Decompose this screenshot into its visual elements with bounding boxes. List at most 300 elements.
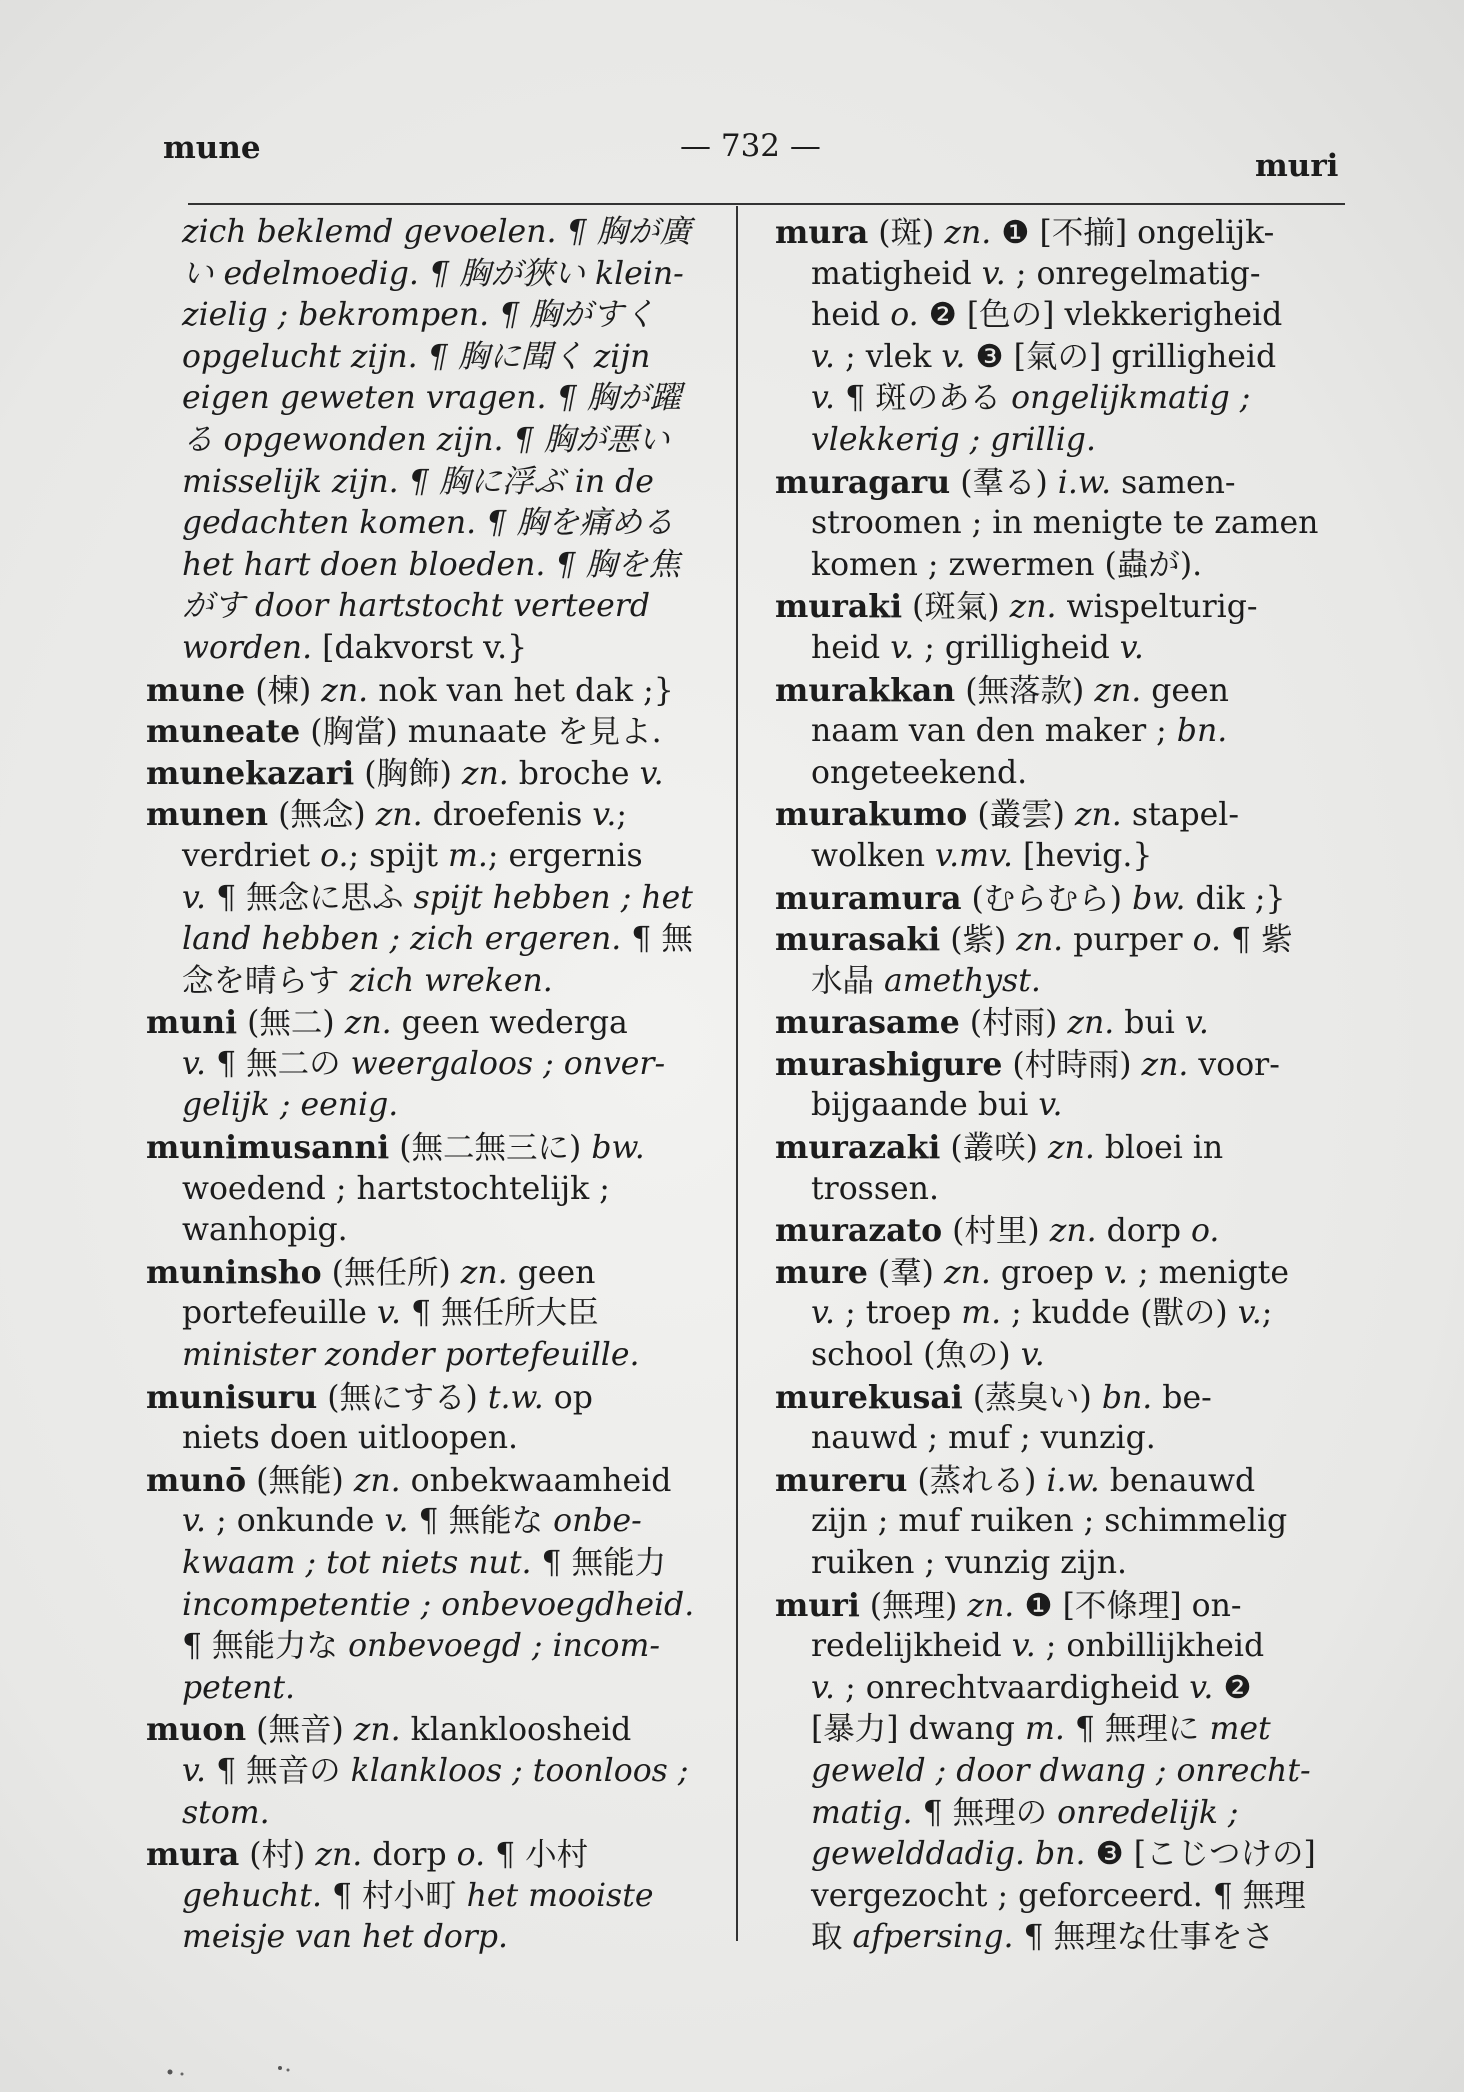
italic-text: zn. (344, 1005, 392, 1042)
entry-line (775, 1585, 1353, 1627)
entry-text: 念を晴らす (182, 962, 350, 999)
entry-text: (無二) (237, 1005, 345, 1042)
italic-text: m. (1024, 1711, 1065, 1748)
headword: muninsho (146, 1253, 322, 1291)
entry-line (146, 586, 724, 628)
headword: munisuru (146, 1378, 318, 1416)
entry-text: ; (1261, 1295, 1273, 1332)
entry-text: broche (508, 755, 640, 792)
left-guide-word: mune (163, 130, 261, 166)
italic-text: petent. (182, 1669, 296, 1706)
italic-text: v. (811, 338, 836, 375)
entry-text: (無任所) (321, 1254, 461, 1291)
entry-text: voor- (1188, 1046, 1280, 1083)
entry-text: trossen. (811, 1170, 939, 1207)
entry-text: ¶ 無念に思ふ (206, 879, 414, 916)
entry-line (146, 1668, 724, 1710)
entry-text: samen- (1111, 464, 1236, 501)
entry-line (775, 961, 1353, 1003)
entry-text: be- (1152, 1379, 1212, 1416)
entry-line (146, 378, 724, 420)
italic-text: zn. (1094, 672, 1142, 709)
italic-text: zn. (321, 672, 369, 709)
entry-text: ❷ [色の] vlekkerigheid (918, 297, 1283, 334)
entry-text: dik ;} (1185, 880, 1286, 917)
entry-text: wolken (811, 837, 936, 874)
entry-text: (斑) (868, 215, 945, 251)
entry-line (775, 1085, 1353, 1127)
entry-line (146, 212, 724, 254)
entry-text: ; onregelmatig- (1005, 255, 1261, 292)
italic-text: m. (448, 837, 488, 874)
entry-text: [暴力] dwang (811, 1711, 1025, 1748)
italic-text: zn. (1049, 1213, 1097, 1250)
entry-line (775, 1293, 1353, 1335)
entry-text: (無理) (859, 1587, 968, 1624)
right-column (775, 212, 1353, 1959)
entry-text: ❸ [氣の] grilligheid (965, 338, 1277, 375)
entry-line (775, 586, 1353, 628)
entry-text: ¶ 無音の (206, 1752, 351, 1789)
entry-line (775, 711, 1353, 753)
italic-text: meisje van het dorp. (182, 1919, 509, 1956)
italic-text: v. (1189, 1669, 1214, 1706)
italic-text: v. (1119, 629, 1144, 666)
entry-line (146, 628, 724, 670)
entry-line (146, 1169, 724, 1211)
italic-text: zn. (353, 1462, 401, 1499)
entry-line (146, 1793, 724, 1835)
italic-text: onredelijk ; (1057, 1794, 1239, 1831)
italic-text: zielig ; bekrompen. ¶ 胸がすく (182, 297, 656, 334)
italic-text: v. (811, 1669, 836, 1706)
entry-text: ¶ 無理な仕事をさ (1013, 1919, 1275, 1956)
entry-text: ¶ 無任所大臣 (401, 1295, 599, 1332)
entry-line (775, 1377, 1353, 1419)
entry-text: geen wederga (391, 1005, 628, 1042)
entry-text: (村雨) (959, 1005, 1068, 1042)
entry-line (775, 1709, 1353, 1751)
entry-line (146, 1127, 724, 1169)
italic-text: る opgewonden zijn. ¶ 胸が悪い (182, 421, 670, 458)
entry-line (775, 670, 1353, 712)
entry-text: ruiken ; vunzig zijn. (811, 1545, 1128, 1581)
entry-text: ❸ [こじつけの] (1085, 1836, 1316, 1873)
entry-text: ❶ [不條理] on- (1014, 1587, 1242, 1624)
italic-text: o. (1192, 922, 1222, 959)
italic-text: zn. (1141, 1046, 1189, 1083)
entry-text: (無落款) (955, 672, 1095, 709)
entry-text: ; menigte (1128, 1254, 1289, 1291)
italic-text: misselijk zijn. ¶ 胸に浮ぶ in de (182, 463, 654, 500)
italic-text: onbevoegd ; incom- (348, 1628, 660, 1665)
entry-text: (村時雨) (1002, 1046, 1142, 1083)
italic-text: v.mv. (935, 837, 1014, 874)
italic-text: amethyst. (884, 962, 1041, 999)
left-column (146, 212, 724, 1959)
italic-text: v. (890, 629, 915, 666)
italic-text: zn. (460, 1254, 508, 1291)
entry-text: (無音) (246, 1712, 354, 1749)
entry-text: ¶ 小村 (485, 1837, 589, 1874)
entry-line (775, 1044, 1353, 1086)
entry-text: geen (507, 1254, 596, 1291)
entry-line (146, 1709, 724, 1751)
headword: muni (146, 1004, 238, 1042)
italic-text: zn. (461, 755, 509, 792)
italic-text: がす door hartstocht verteerd (182, 588, 651, 625)
entry-line (146, 794, 724, 836)
entry-text: (斑氣) (902, 589, 1010, 626)
entry-text: onbekwaamheid (400, 1462, 672, 1499)
entry-line (146, 1917, 724, 1959)
entry-line (146, 961, 724, 1003)
entry-line (775, 1876, 1353, 1918)
entry-text: ❷ (1213, 1669, 1252, 1706)
italic-text: v. (1103, 1254, 1128, 1291)
entry-text: (無にする) (317, 1379, 488, 1416)
entry-text: (胸飾) (354, 755, 462, 792)
headword: mura (775, 214, 869, 251)
entry-line (146, 711, 724, 753)
entry-text: stroomen ; in menigte te zamen (811, 505, 1319, 542)
italic-text: gehucht. (182, 1877, 322, 1914)
entry-text: op (543, 1379, 593, 1416)
italic-text: onbe- (553, 1503, 642, 1540)
italic-text: v. (384, 1503, 409, 1540)
entry-line (146, 1585, 724, 1627)
headword: murasaki (775, 921, 941, 959)
entry-line (775, 420, 1353, 462)
italic-text: gewelddadig. bn. (811, 1836, 1086, 1873)
italic-text: zn. (1074, 797, 1122, 834)
entry-text: matigheid (811, 255, 982, 292)
entry-text: stapel- (1121, 797, 1239, 834)
italic-text: afpersing. (852, 1919, 1014, 1956)
entry-line (146, 1377, 724, 1419)
entry-text: ; kudde (獸の) (1001, 1295, 1238, 1332)
headword: muragaru (775, 463, 951, 501)
entry-line (775, 1626, 1353, 1668)
italic-text: zn. (943, 1254, 991, 1291)
italic-text: v. (182, 1503, 207, 1540)
italic-text: v. (639, 755, 664, 792)
entry-text: ¶ 無能力な (182, 1628, 349, 1665)
entry-line (146, 503, 724, 545)
entry-text: 取 (811, 1919, 853, 1956)
italic-text: zn. (1067, 1005, 1115, 1042)
headword: murasame (775, 1004, 960, 1042)
entry-line (146, 1293, 724, 1335)
italic-text: v. (981, 255, 1006, 292)
entry-line (775, 295, 1353, 337)
entry-text: (無能) (246, 1462, 354, 1499)
italic-text: matig. (811, 1794, 913, 1831)
italic-text: bn. (1101, 1379, 1153, 1416)
entry-text: (羣る) (950, 464, 1058, 501)
italic-text: incompetentie ; onbevoegdheid. (182, 1586, 695, 1623)
entry-text: (村里) (942, 1213, 1050, 1250)
entry-text: 水晶 (811, 962, 885, 999)
italic-text: v. (941, 338, 966, 375)
entry-text: ¶ 紫 (1221, 922, 1293, 959)
entry-line (775, 878, 1353, 920)
entry-line (775, 753, 1353, 795)
italic-text: v. (376, 1295, 402, 1332)
entry-text: ; onrechtvaardigheid (835, 1669, 1190, 1706)
entry-line (775, 545, 1353, 587)
entry-line (775, 1501, 1353, 1543)
entry-line (775, 1252, 1353, 1294)
entry-text: benauwd (1099, 1462, 1256, 1499)
italic-text: zich beklemd gevoelen. ¶ 胸が廣 (182, 214, 692, 250)
headword: munō (146, 1461, 247, 1499)
italic-text: bn. (1176, 713, 1228, 750)
entry-text: (むらむら) (961, 880, 1133, 917)
italic-text: het mooiste (466, 1877, 654, 1914)
entry-text: ; vlek (835, 338, 942, 375)
entry-line (146, 753, 724, 795)
headword: mure (775, 1253, 868, 1291)
print-specks (160, 2060, 300, 2080)
entry-line (146, 545, 724, 587)
entry-text: klankloosheid (400, 1712, 632, 1749)
entry-text: ¶ 村小町 (321, 1877, 467, 1914)
entry-line (146, 1876, 724, 1918)
italic-text: vlekkerig ; grillig. (811, 421, 1096, 458)
entry-line (146, 1543, 724, 1585)
entry-text: bijgaande bui (811, 1087, 1039, 1124)
entry-text: ; grilligheid (914, 629, 1120, 666)
entry-text: ; (616, 797, 627, 834)
entry-text: dorp (362, 1837, 457, 1874)
headword: mureru (775, 1461, 908, 1499)
headword: murekusai (775, 1378, 963, 1416)
entry-text: (叢雲) (967, 797, 1075, 834)
entry-line (146, 1210, 724, 1252)
italic-text: stom. (182, 1794, 270, 1831)
entry-line (775, 1169, 1353, 1211)
entry-text: geen (1141, 672, 1229, 709)
italic-text: zn. (353, 1712, 401, 1749)
entry-text: (蒸れる) (907, 1462, 1047, 1499)
entry-text: [dakvorst v.} (312, 629, 528, 666)
italic-text: o. (1191, 1213, 1220, 1250)
entry-text: bloei in (1094, 1130, 1224, 1167)
entry-text: ; ergernis (487, 837, 643, 874)
entry-text: (無二無三に) (389, 1130, 592, 1167)
headword: murashigure (775, 1045, 1003, 1083)
entry-line (775, 1917, 1353, 1959)
italic-text: v. (592, 797, 617, 834)
headword: muri (775, 1586, 860, 1624)
headword: munen (146, 796, 269, 834)
entry-line (775, 628, 1353, 670)
entry-text: ; onbillijkheid (1035, 1628, 1265, 1665)
column-divider (736, 206, 738, 1941)
italic-text: v. (1038, 1087, 1063, 1124)
entry-line (775, 1210, 1353, 1252)
entry-text: komen ; zwermen (蟲が). (811, 546, 1203, 583)
headword: muramura (775, 879, 962, 917)
italic-text: land hebben ; zich ergeren. (182, 921, 622, 958)
entry-line (146, 836, 724, 878)
entry-line (775, 1418, 1353, 1460)
entry-line (146, 1751, 724, 1793)
entry-line (775, 503, 1353, 545)
headword: muneate (146, 713, 301, 751)
italic-text: m. (961, 1295, 1002, 1332)
entry-line (775, 836, 1353, 878)
entry-line (146, 420, 724, 462)
entry-text: (紫) (940, 922, 1017, 959)
entry-line (146, 1460, 724, 1502)
entry-line (146, 1085, 724, 1127)
entry-line (146, 462, 724, 504)
entry-line (146, 670, 724, 712)
italic-text: gedachten komen. ¶ 胸を痛める (182, 505, 674, 542)
entry-line (775, 1127, 1353, 1169)
italic-text: t.w. (487, 1379, 544, 1416)
italic-text: klankloos ; toonloos ; (350, 1752, 689, 1789)
entry-text: (羣) (867, 1254, 944, 1291)
entry-text: (村) (239, 1837, 316, 1874)
italic-text: v. (811, 1295, 836, 1332)
entry-line (775, 1543, 1353, 1585)
entry-line (775, 1751, 1353, 1793)
italic-text: geweld ; door dwang ; onrecht- (811, 1752, 1311, 1789)
italic-text: met (1209, 1711, 1271, 1748)
entry-line (775, 337, 1353, 379)
italic-text: eigen geweten vragen. ¶ 胸が躍 (182, 380, 682, 417)
entry-text: wispelturig- (1056, 589, 1258, 626)
italic-text: bw. (591, 1130, 645, 1167)
italic-text: zn. (1047, 1130, 1095, 1167)
italic-text: zn. (1016, 922, 1064, 959)
headword: muraki (775, 588, 903, 626)
entry-text: ❶ [不揃] ongelijk- (991, 215, 1275, 251)
italic-text: v. (1184, 1005, 1209, 1042)
headword: murakkan (775, 671, 956, 709)
entry-text: naam van den maker ; (811, 713, 1177, 750)
entry-line (146, 295, 724, 337)
italic-text: weergaloos ; onver- (350, 1045, 666, 1082)
entry-text: [hevig.} (1013, 837, 1153, 874)
italic-text: opgelucht zijn. ¶ 胸に聞く zijn (182, 338, 651, 375)
entry-text: ¶ 無理に (1064, 1711, 1210, 1748)
entry-text: ¶ 無 (621, 921, 693, 958)
entry-text: ; troep (835, 1295, 962, 1332)
italic-text: zn. (944, 215, 992, 251)
headword: mura (146, 1836, 240, 1874)
italic-text: o. (456, 1837, 486, 1874)
entry-line (146, 919, 724, 961)
entry-text: ; onkunde (206, 1503, 385, 1540)
entry-text: purper (1063, 922, 1193, 959)
entry-text: bui (1114, 1005, 1185, 1042)
entry-line (775, 794, 1353, 836)
italic-text: minister zonder portefeuille. (182, 1337, 640, 1374)
entry-text: (無念) (268, 797, 376, 834)
italic-text: het hart doen bloeden. ¶ 胸を焦 (182, 546, 680, 583)
entry-text: school (魚の) (811, 1337, 1021, 1374)
headword: muon (146, 1711, 247, 1749)
entry-text: wanhopig. (182, 1212, 348, 1249)
entry-text: groep (990, 1254, 1104, 1291)
entry-text: heid (811, 297, 891, 334)
entry-line (775, 1668, 1353, 1710)
entry-text: (叢咲) (940, 1130, 1048, 1167)
italic-text: zich wreken. (349, 962, 553, 999)
entry-text: heid (811, 629, 891, 666)
entry-line (775, 1002, 1353, 1044)
entry-text: woedend ; hartstochtelijk ; (182, 1170, 610, 1207)
headword: munimusanni (146, 1129, 390, 1167)
page-number: — 732 — (680, 128, 821, 164)
header-rule (188, 203, 1345, 205)
entry-text: ¶ 斑のある (835, 380, 1012, 417)
headword: murakumo (775, 796, 968, 834)
entry-line (146, 1501, 724, 1543)
entry-text: nauwd ; muf ; vunzig. (811, 1420, 1156, 1457)
entry-text: dorp (1096, 1213, 1192, 1250)
italic-text: o. (320, 837, 349, 874)
italic-text: i.w. (1046, 1462, 1100, 1499)
entry-line (146, 1335, 724, 1377)
entry-line (146, 1626, 724, 1668)
entry-text: droefenis (422, 797, 593, 834)
entry-text: verdriet (182, 837, 321, 874)
entry-text: zijn ; muf ruiken ; schimmelig (811, 1503, 1288, 1540)
italic-text: o. (890, 297, 919, 334)
entry-line (146, 1252, 724, 1294)
italic-text: zn. (375, 797, 423, 834)
italic-text: v. (1237, 1295, 1262, 1332)
right-guide-word: muri (1255, 148, 1339, 184)
entry-text: ¶ 無能力 (531, 1545, 667, 1581)
italic-text: zn. (1009, 589, 1057, 626)
entry-line (775, 378, 1353, 420)
italic-text: v. (182, 1045, 207, 1082)
italic-text: kwaam ; tot niets nut. (182, 1545, 532, 1581)
headword: mune (146, 671, 246, 709)
entry-line (775, 919, 1353, 961)
italic-text: v. (182, 1752, 207, 1789)
entry-line (146, 1418, 724, 1460)
entry-text: ; spijt (348, 837, 449, 874)
entry-text: (棟) (245, 672, 322, 709)
entry-text: portefeuille (182, 1295, 377, 1332)
italic-text: worden. (182, 629, 313, 666)
entry-line (775, 1793, 1353, 1835)
entry-line (775, 1834, 1353, 1876)
italic-text: い edelmoedig. ¶ 胸が狹い klein- (182, 255, 684, 292)
entry-text: nok van het dak ;} (368, 672, 674, 709)
italic-text: spijt hebben ; het (413, 879, 693, 916)
headword: munekazari (146, 754, 355, 792)
entry-text: vergezocht ; geforceerd. ¶ 無理 (811, 1877, 1306, 1914)
entry-text: redelijkheid (811, 1628, 1012, 1665)
entry-line (146, 1002, 724, 1044)
italic-text: zn. (315, 1837, 363, 1874)
italic-text: i.w. (1057, 464, 1112, 501)
entry-text: (蒸臭い) (962, 1379, 1102, 1416)
italic-text: bw. (1132, 880, 1186, 917)
italic-text: v. (811, 380, 836, 417)
entry-text: ¶ 無二の (206, 1045, 351, 1082)
italic-text: v. (1011, 1628, 1036, 1665)
entry-line (146, 254, 724, 296)
